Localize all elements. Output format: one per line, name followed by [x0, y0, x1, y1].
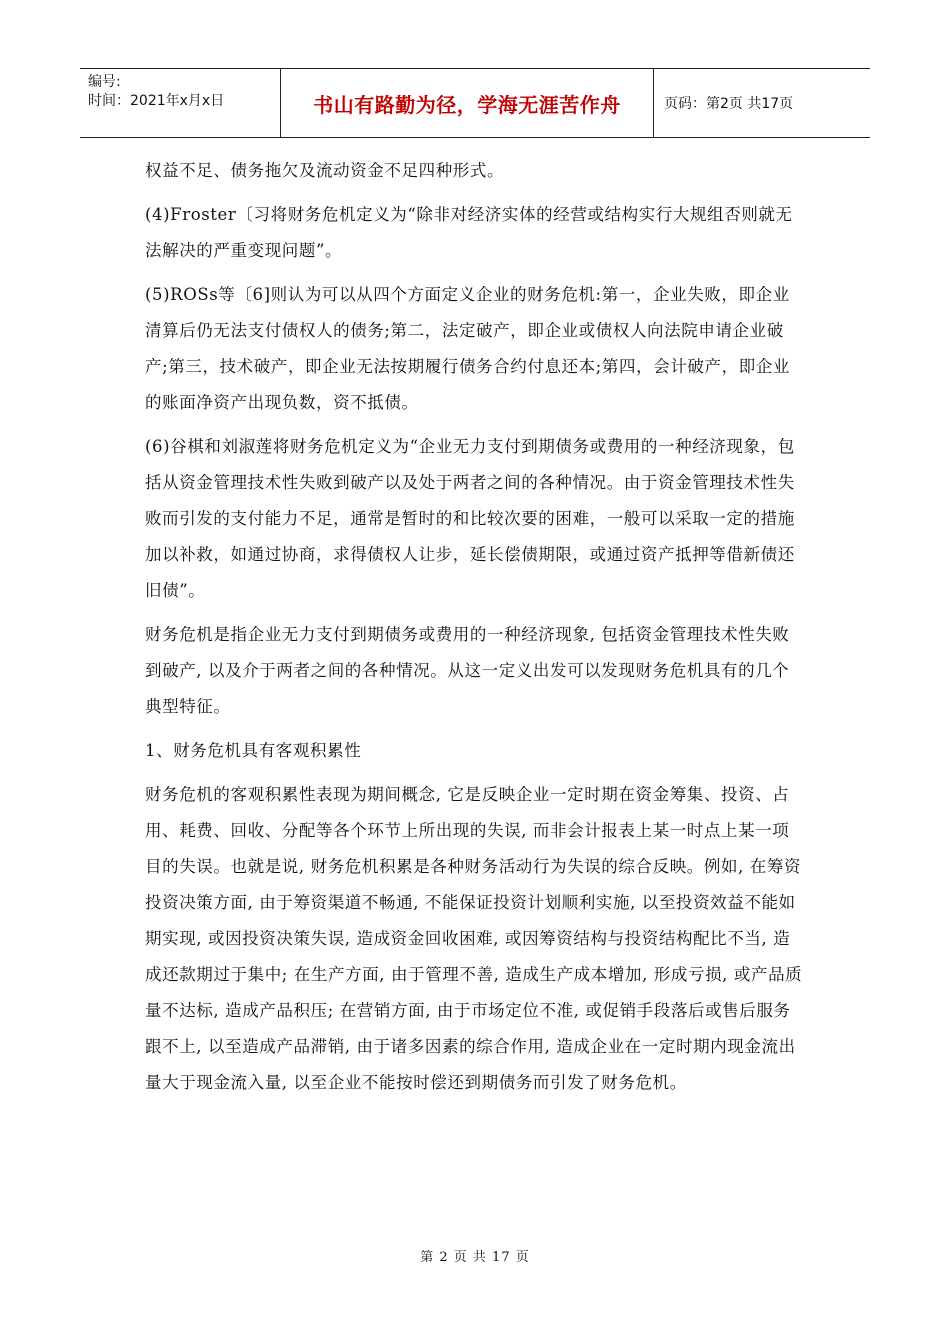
- section-heading: 1、财务危机具有客观积累性: [145, 741, 362, 760]
- header-page-info: 页码：第2页 共17页: [664, 96, 794, 112]
- paragraph: 财务危机是指企业无力支付到期债务或费用的一种经济现象, 包括资金管理技术性失败到破产, 以及介于两者之间的各种情况。从这一定义出发可以发现财务危机具有的几个典型特征。: [145, 625, 790, 716]
- paragraph: 财务危机的客观积累性表现为期间概念, 它是反映企业一定时期在资金筹集、投资、占用、耗费、回收、分配等各个环节上所出现的失误, 而非会计报表上某一时点上某一项目的失误。也就是说, 财务危机积累是各种财务活动行为失误的综合反映。例如, 在筹资投资决策方面, 由于筹资渠道不畅通, 不能保证投资计划顺利实施, 以至投资效益不能如期实现, 或因投资决策失误, 造成资金回收困难, 或因筹资结构与投资结构配比不当, 造成还款期过于集中; 在生产方面, 由于管理不善, 造成生产成本增加, 形成亏损, 或产品质量不达标, 造成产品积压; 在营销方面, 由于市场定位不准, 或促销手段落后或售后服务跟不上, 以至造成产品滞销, 由于诸多因素的综合作用, 造成企业在一定时期内现金流出量大于现金流入量, 以至企业不能按时偿还到期债务而引发了财务危机。: [145, 785, 803, 1092]
- paragraph: (5)ROSs等〔6]则认为可以从四个方面定义企业的财务危机:第一，企业失败，即企业清算后仍无法支付债权人的债务;第二，法定破产，即企业或债权人向法院申请企业破产;第三，技术破产，即企业无法按期履行债务合约付息还本;第四，会计破产，即企业的账面净资产出现负数，资不抵债。: [145, 285, 791, 412]
- paragraph: 权益不足、债务拖欠及流动资金不足四种形式。: [145, 161, 505, 180]
- paragraph: (4)Froster〔习将财务危机定义为“除非对经济实体的经营或结构实行大规组否则就无法解决的严重变现问题”。: [145, 205, 793, 260]
- document-body: [145, 153, 805, 1109]
- page-header: [80, 68, 870, 138]
- serial-label: 编号:: [88, 74, 121, 90]
- header-meta: [80, 69, 281, 137]
- page-footer: 第 2 页 共 17 页: [420, 1250, 530, 1265]
- header-motto: 书山有路勤为径，学海无涯苦作舟: [281, 69, 654, 137]
- date-label: 时间：2021年x月x日: [88, 93, 225, 109]
- paragraph: (6)谷棋和刘淑莲将财务危机定义为“企业无力支付到期债务或费用的一种经济现象，包括从资金管理技术性失败到破产以及处于两者之间的各种情况。由于资金管理技术性失败而引发的支付能力不足，通常是暂时的和比较次要的困难，一般可以采取一定的措施加以补救，如通过协商，求得债权人让步，延长偿债期限，或通过资产抵押等借新债还旧债”。: [145, 437, 795, 600]
